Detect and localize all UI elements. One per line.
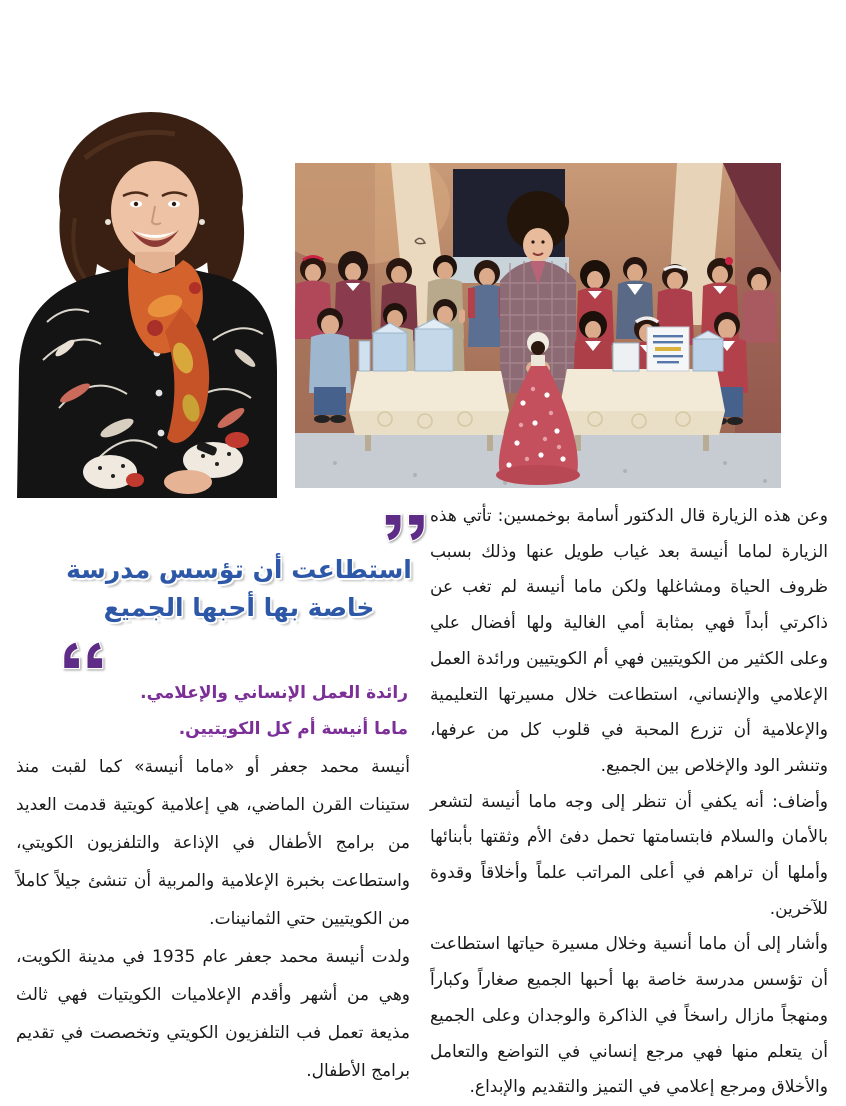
closing-quote-icon: [384, 509, 428, 549]
portrait-illustration: [5, 108, 290, 498]
right-column: [430, 499, 828, 1106]
pull-quote: [58, 551, 420, 627]
portrait-photo-mama-anisa: [5, 108, 290, 498]
heading-media-pioneer: رائدة العمل الإنساني والإعلامي.: [140, 683, 408, 703]
body-paragraph: وأشار إلى أن ماما أنسية وخلال مسيرة حياتها استطاعت أن تؤسس مدرسة خاصة بها أحبها الجميع صغاراً وكباراً ومنهجاً مازال راسخاً في الذاكرة والوجدان وعلى الجميع أن يتعلم منها فهي مرجع إنساني في التواضع والتعامل والأخلاق ومرجع إعلامي في التميز والتقديم والإبداع.: [430, 934, 828, 1098]
pull-quote-line1: استطاعت أن تؤسس مدرسة: [66, 555, 412, 584]
body-paragraph: ولدت أنيسة محمد جعفر عام 1935 في مدينة الكويت، وهي من أشهر وأقدم الإعلاميات الكويتيات فهي ثالث مذيعة تعمل فب التلفزيون الكويتي وتخصصت في تقديم برامج الأطفال.: [16, 947, 410, 1081]
group-photo-children: [295, 163, 781, 488]
body-paragraph: أنيسة محمد جعفر أو «ماما أنيسة» كما لقبت منذ ستينات القرن الماضي، هي إعلامية كويتية قدمت العديد من برامج الأطفال في الإذاعة والتلفزيون الكويتي، واستطاعت بخبرة الإعلامية والمربية أن تنشئ جيلاً كاملاً من الكويتيين حتي الثمانينات.: [16, 757, 410, 929]
opening-quote-icon: [60, 634, 104, 674]
left-column: [16, 748, 410, 1090]
heading-mama-anisa: ماما أنيسة أم كل الكويتيين.: [178, 719, 408, 739]
group-photo-illustration: [295, 163, 781, 488]
pull-quote-line2: خاصة بها أحبها الجميع: [103, 593, 375, 622]
body-paragraph: وأضاف: أنه يكفي أن تنظر إلى وجه ماما أنيسة لتشعر بالأمان والسلام فابتسامتها تحمل دفئ الأم وثقتها بأبنائها وأملها أن تراهم في أعلى المراتب علماً وأخلاقاً وقدوة للآخرين.: [430, 791, 828, 919]
body-paragraph: وعن هذه الزيارة قال الدكتور أسامة بوخمسين: تأتي هذه الزيارة لماما أنيسة بعد غياب طويل عنها وذلك بسبب ظروف الحياة ومشاغلها ولكن ماما أنيسة لم تغب عن ذاكرتي أبداً فهي بمثابة أمي الغالية ولها أفضال علي وعلى الكثير من الكويتيين فهي أم الكويتيين ورائدة العمل الإعلامي والإنساني، استطاعت خلال مسيرتها التعليمية والإعلامية أن تزرع المحبة في قلوب كل من عرفها، وتنشر الود والإخلاص بين الجميع.: [430, 506, 828, 776]
section-headings: [20, 682, 408, 754]
